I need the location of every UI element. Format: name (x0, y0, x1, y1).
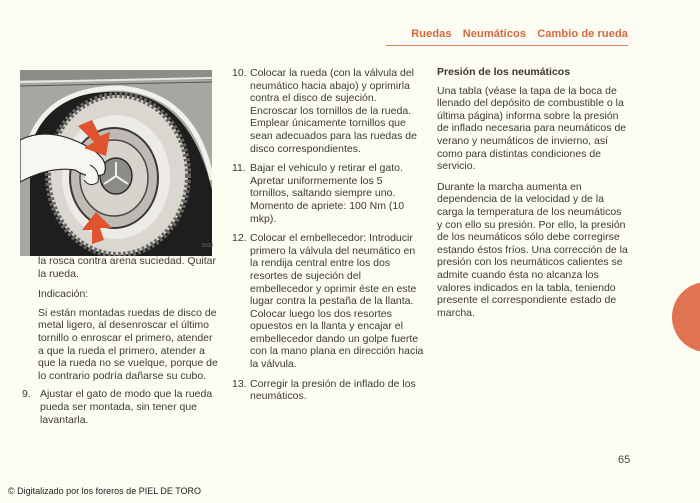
page-number: 65 (618, 454, 631, 466)
column-middle (232, 67, 424, 410)
continuation-text: la rosca contra arena suciedad. Quitar la rueda. (38, 255, 217, 280)
step-12 (232, 232, 424, 371)
header-section-ruedas: Ruedas (411, 28, 452, 40)
step-number: 10. (232, 67, 247, 79)
step-10 (232, 67, 424, 155)
column-left (22, 255, 218, 433)
paragraph-tire-table: Una tabla (véase la tapa de la boca de llenado del depósito de combustible o la última página) informa sobre la presión de inflado necesaria para neumáticos de verano y neumáticos de invierno, así como para distintas condiciones de servicio. (437, 84, 627, 173)
step-9 (22, 388, 218, 426)
footer-credit: © Digitalizado por los foreros de PIEL DE TORO (8, 486, 202, 496)
step-text: Bajar el vehiculo y retirar el gato. Apretar uniformemente los 5 tornillos, saltando siempre uno. Momento de apriete: 100 Nm (10 mkp). (250, 162, 405, 225)
wheel-mounting-illustration (20, 70, 212, 256)
step-13 (232, 378, 424, 403)
step-11 (232, 162, 424, 225)
running-header (386, 28, 628, 40)
step-text: Colocar el embellecedor: Introducir primero la válvula del neumático en la rendija central entre los dos resortes de sujeción del embellecedor y oprimir éste en este lugar contra la pestaña de la llanta. Colocar luego los dos resortes opuestos en la llanta y encajar el embellecedor dando un golpe fuerte con la mano plana en dirección hacia la válvula. (250, 232, 424, 371)
step-text: Corregir la presión de inflado de los neumáticos. (250, 377, 416, 403)
step-number: 13. (232, 377, 247, 390)
header-section-neumaticos: Neumáticos (462, 28, 527, 40)
paragraph-pressure-correction: Durante la marcha aumenta en dependencia de la velocidad y de la carga la temperatura de los neumáticos y con ello su presión. Por ello, la presión de los neumáticos sólo debe corregirse estando éstos fríos. Una corrección de la presión con los neumáticos calientes se admite cuando ésta no alcanza los valores indicados en la tabla, teniendo presente el correspondiente estado de marcha. (437, 180, 628, 319)
step-text: Ajustar el gato de modo que la rueda pueda ser montada, sin tener que lavantarla. (40, 388, 213, 426)
step-number: 9. (22, 388, 31, 401)
header-section-cambio-de-rueda: Cambio de rueda (537, 28, 628, 40)
thumb-index-tab (672, 282, 700, 352)
step-text: Colocar la rueda (con la válvula del neumático hacia abajo) y oprimirla contra el disco de sujeción. Encroscar los tornillos de la rueda. Emplear únicamente tornillos que sean adecuados para las ruedas de disco correspondientes. (250, 67, 417, 155)
figure-code: 8300 (202, 243, 214, 249)
header-rule (386, 45, 628, 46)
step-number: 11. (232, 162, 246, 175)
column-right (437, 66, 629, 327)
section-heading: Presión de los neumáticos (437, 66, 571, 78)
note-text: Si están montadas ruedas de disco de metal ligero, al desenroscar el último tornillo o enroscar el primero, atender a que la rueda el primero, atender a que la rueda no se vuelque, porque de lo contrario podría dañarse su cubo. (38, 306, 218, 382)
note-label: Indicación: (38, 288, 89, 301)
step-number: 12. (232, 232, 247, 245)
